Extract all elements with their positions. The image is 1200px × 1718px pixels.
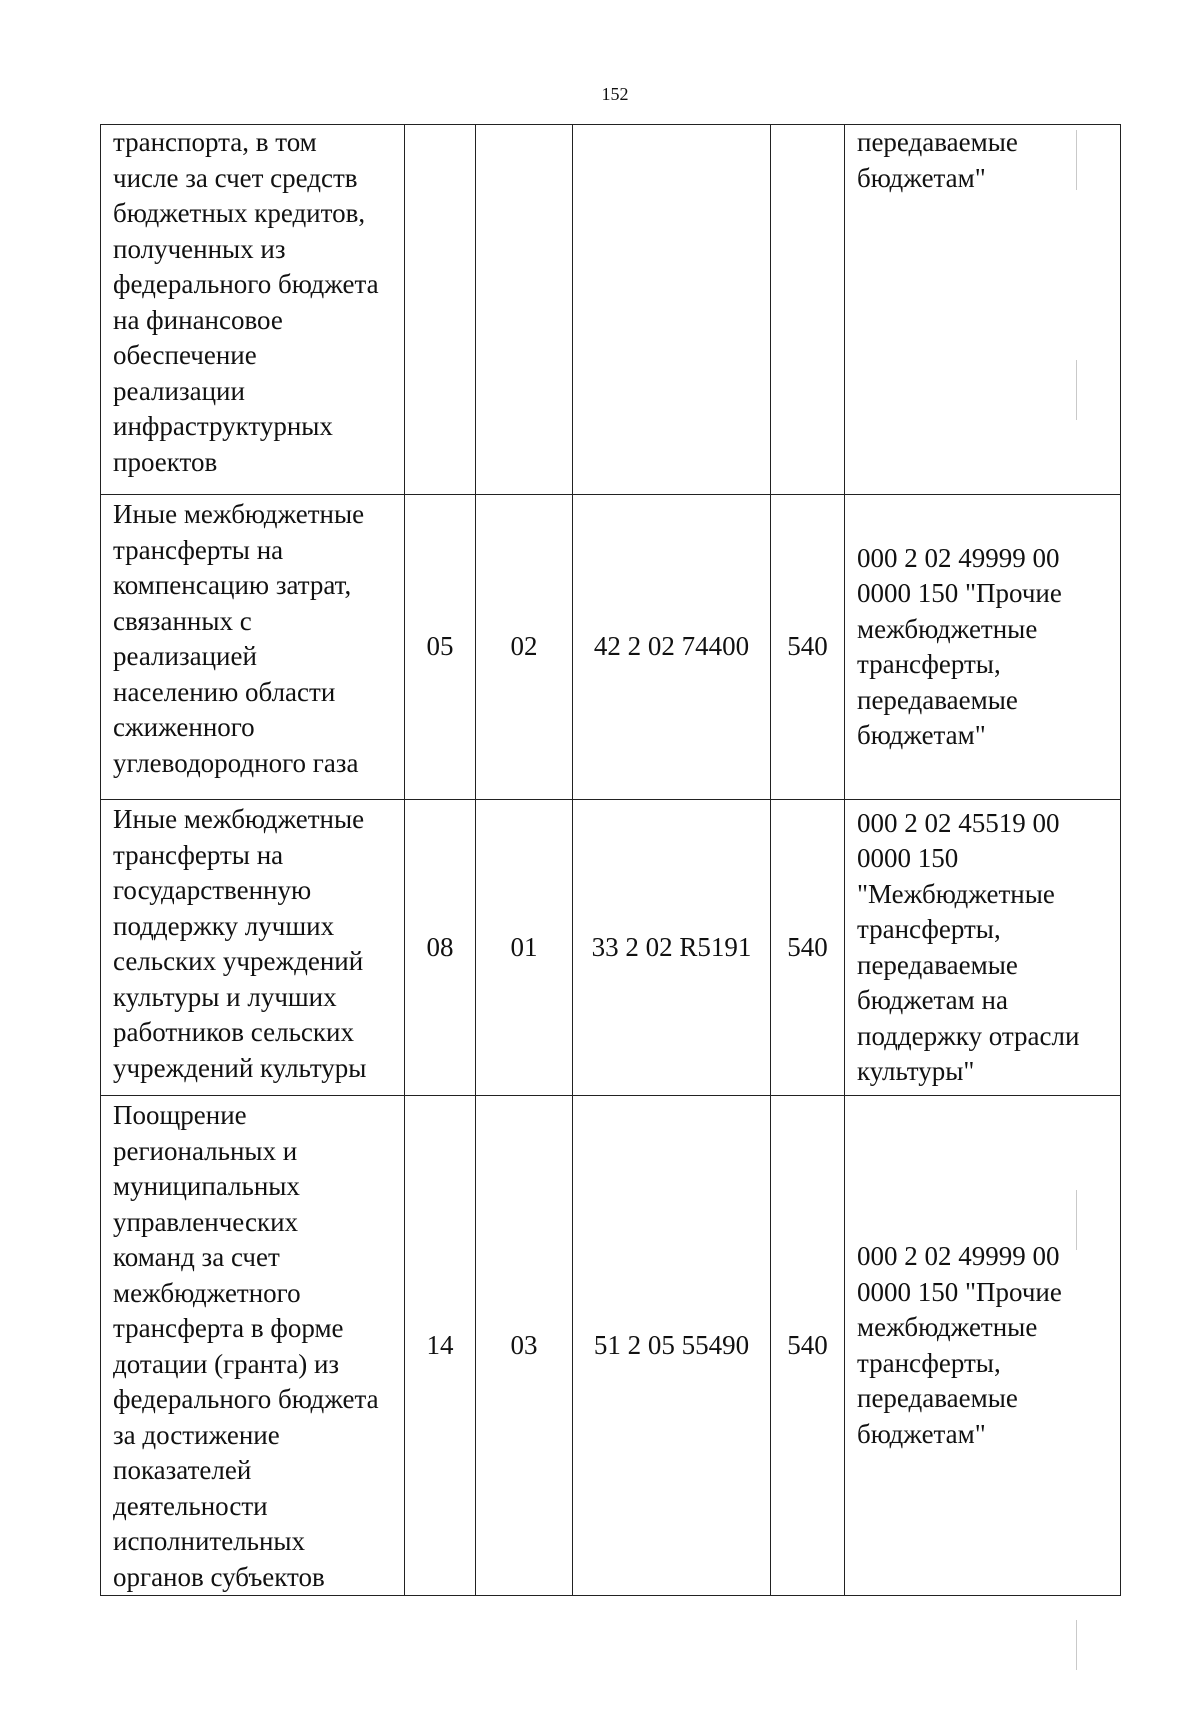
target-code-cell [573,125,771,495]
target-code-cell: 42 2 02 74400 [573,495,771,800]
scan-artifact-line [1076,1190,1077,1250]
expense-name: Иные межбюджетные трансферты на государственную поддержку лучших сельских учреждений культуры и лучших работников сельских учреждений культуры [113,804,367,1083]
scan-artifact-line [1076,360,1077,420]
target-code-cell: 51 2 05 55490 [573,1096,771,1596]
revenue-source: 000 2 02 45519 00 0000 150 "Межбюджетные трансферты, передаваемые бюджетам на поддержку отрасли культуры" [857,807,1080,1086]
revenue-source: 000 2 02 49999 00 0000 150 "Прочие межбюджетные трансферты, передаваемые бюджетам" [857,1241,1062,1449]
expense-type-cell: 540 [771,495,845,800]
expense-type-cell: 540 [771,1096,845,1596]
expense-name: Поощрение региональных и муниципальных управленческих команд за счет межбюджетного трансферта в форме дотации (гранта) из федерального бюджета за достижение показателей деятельности исполнительных органов субъектов [113,1100,379,1592]
revenue-source-cell [845,495,1121,800]
scan-artifact-line [1076,1620,1077,1670]
table-row [101,495,1121,800]
subsection-cell: 01 [476,800,573,1096]
revenue-source: передаваемые бюджетам" [857,127,1018,193]
revenue-source-cell [845,800,1121,1096]
expense-name: Иные межбюджетные трансферты на компенсацию затрат, связанных с реализацией населению области сжиженного углеводородного газа [113,499,365,778]
revenue-source-cell [845,1096,1121,1596]
table-row [101,800,1121,1096]
budget-table [100,124,1121,1596]
page-number: 152 [601,84,629,104]
target-code-cell: 33 2 02 R5191 [573,800,771,1096]
section-cell: 05 [405,495,476,800]
expense-name: транспорта, в том числе за счет средств бюджетных кредитов, полученных из федерального бюджета на финансовое обеспечение реализации инфраструктурных проектов [113,127,379,477]
section-cell: 14 [405,1096,476,1596]
section-cell: 08 [405,800,476,1096]
table-row [101,1096,1121,1596]
subsection-cell: 02 [476,495,573,800]
expense-name-cell [101,800,405,1096]
expense-name-cell [101,495,405,800]
expense-type-cell [771,125,845,495]
expense-name-cell [101,125,405,495]
table-row [101,125,1121,495]
subsection-cell [476,125,573,495]
expense-name-cell [101,1096,405,1596]
revenue-source-cell [845,125,1121,495]
scan-artifact-line [1076,130,1077,190]
section-cell [405,125,476,495]
expense-type-cell: 540 [771,800,845,1096]
subsection-cell: 03 [476,1096,573,1596]
revenue-source: 000 2 02 49999 00 0000 150 "Прочие межбюджетные трансферты, передаваемые бюджетам" [857,542,1062,750]
